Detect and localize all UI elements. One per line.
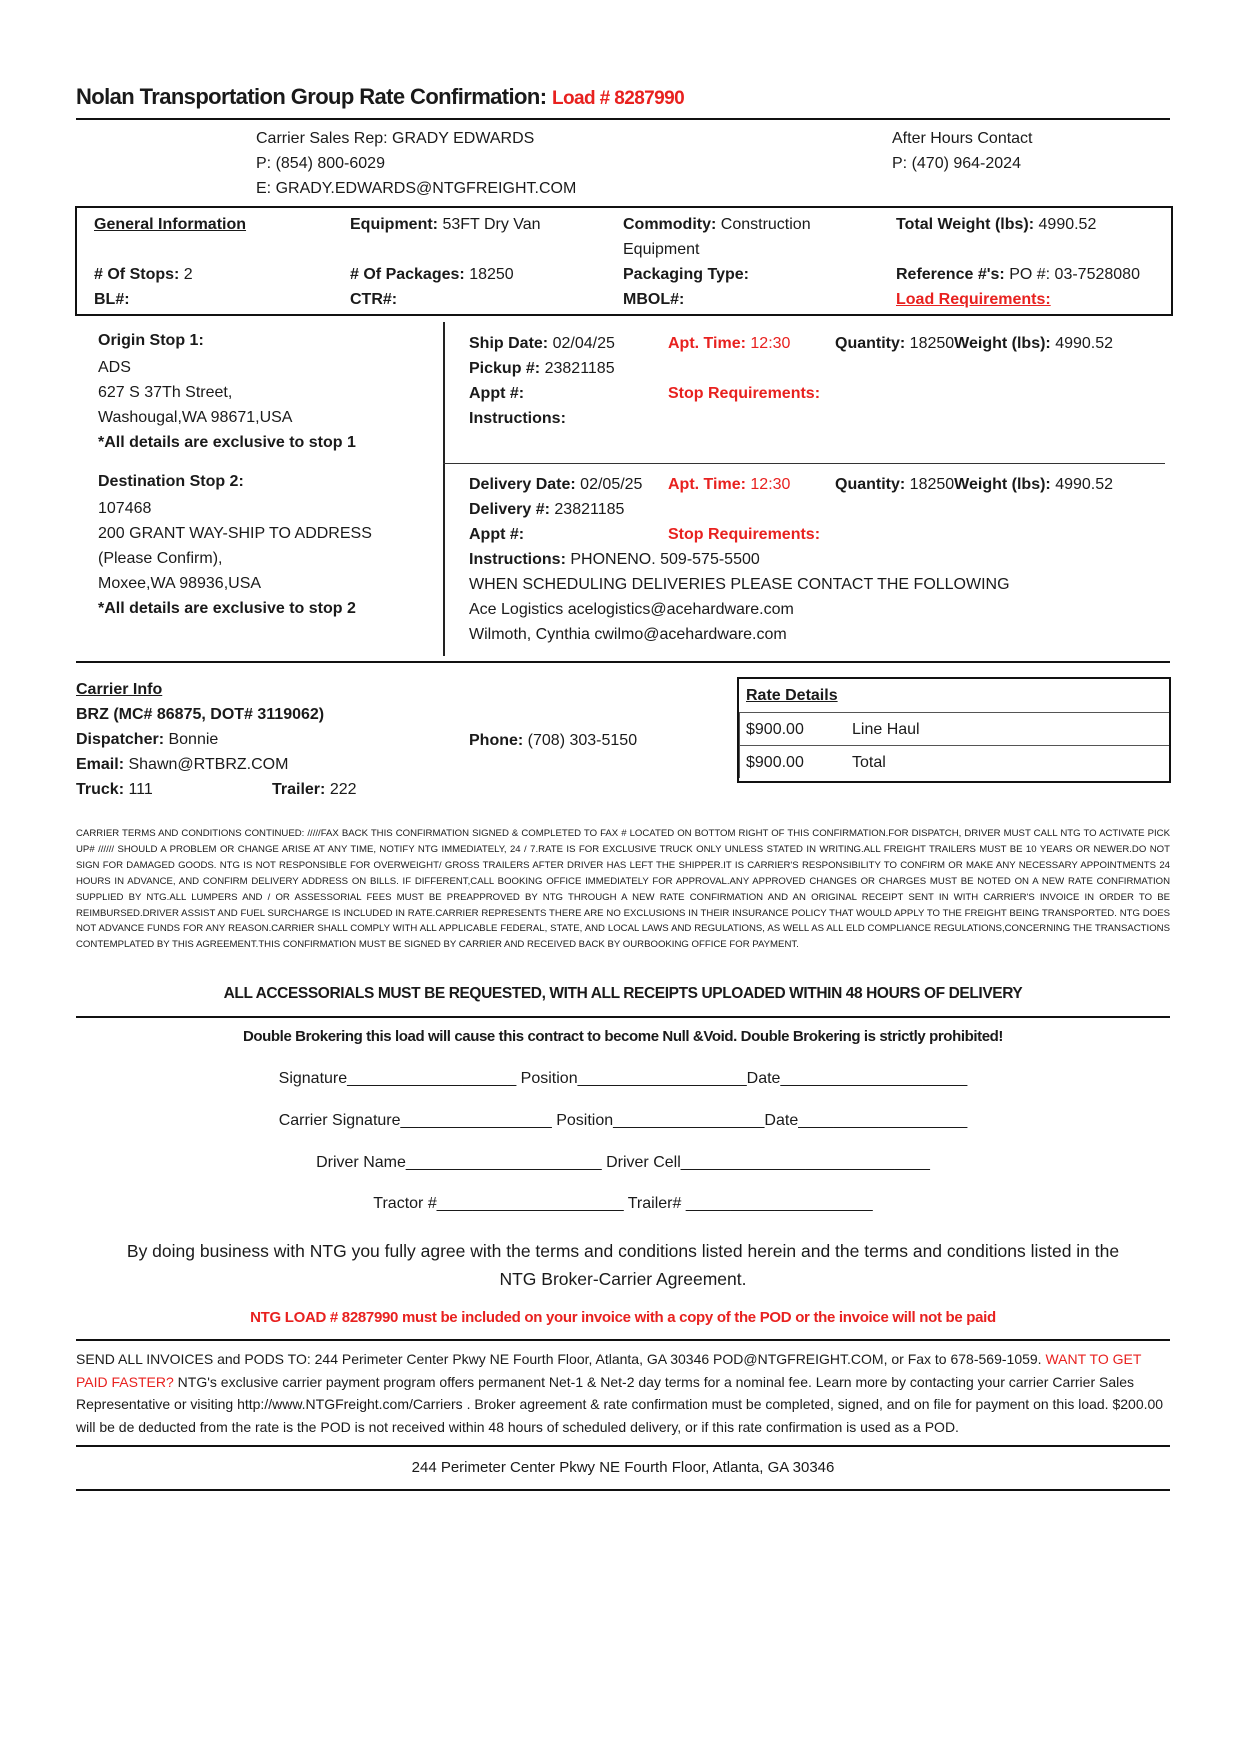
destination-instructions-4: Wilmoth, Cynthia cwilmo@acehardware.com — [469, 626, 787, 643]
destination-stop-requirements: Stop Requirements: — [668, 526, 821, 543]
agreement-line-1: By doing business with NTG you fully agree with the terms and conditions listed herein and the terms and conditions listed in the — [126, 1241, 1120, 1261]
agreement-line-2: NTG Broker-Carrier Agreement. — [499, 1269, 747, 1289]
carrier-phone: Phone: (708) 303-5150 — [469, 732, 638, 749]
commodity-cont: Equipment — [623, 241, 700, 258]
origin-heading: Origin Stop 1: — [98, 332, 204, 349]
destination-address-3: Moxee,WA 98936,USA — [98, 575, 262, 592]
destination-name: 107468 — [98, 500, 152, 517]
destination-instructions: Instructions: PHONENO. 509-575-5500 — [469, 551, 760, 568]
invoice-notice: NTG LOAD # 8287990 must be included on your invoice with a copy of the POD or the invoice will not be paid — [250, 1309, 996, 1326]
truck: Truck: 111 — [76, 781, 153, 798]
rate-row-divider — [739, 712, 1169, 713]
origin-apt-time: Apt. Time: 12:30 — [668, 335, 791, 352]
after-hours-label: After Hours Contact — [892, 130, 1033, 147]
destination-address-2: (Please Confirm), — [98, 550, 223, 567]
total-weight: Total Weight (lbs): 4990.52 — [896, 216, 1097, 233]
general-info-heading: General Information — [94, 216, 247, 233]
delivery-date: Delivery Date: 02/05/25 — [469, 476, 643, 493]
destination-instructions-2: WHEN SCHEDULING DELIVERIES PLEASE CONTACT THE FOLLOWING — [469, 576, 1010, 593]
rate-col-divider — [739, 712, 740, 778]
pickup-number: Pickup #: 23821185 — [469, 360, 615, 377]
origin-address-2: Washougal,WA 98671,USA — [98, 409, 293, 426]
destination-appt: Appt #: — [469, 526, 525, 543]
rate-description: Line Haul — [852, 721, 920, 738]
divider — [76, 1016, 1170, 1018]
divider — [76, 118, 1170, 120]
origin-quantity: Quantity: 18250Weight (lbs): 4990.52 — [835, 335, 1114, 352]
agreement-text — [76, 1237, 1170, 1293]
dispatcher: Dispatcher: Bonnie — [76, 731, 219, 748]
carrier-info-heading: Carrier Info — [76, 681, 163, 698]
packaging-type: Packaging Type: — [623, 266, 749, 283]
tractor-trailer-line[interactable]: Tractor #_____________________ Trailer# _____________________ — [373, 1195, 873, 1212]
title-text: Nolan Transportation Group Rate Confirmation: — [76, 84, 547, 109]
divider — [76, 1489, 1170, 1491]
double-brokering-notice: Double Brokering this load will cause this contract to become Null &Void. Double Brokering is strictly prohibited! — [242, 1028, 1004, 1045]
carrier-signature-line[interactable]: Carrier Signature_________________ Position_________________Date___________________ — [278, 1112, 968, 1129]
divider — [76, 661, 1170, 663]
sales-rep-name: Carrier Sales Rep: GRADY EDWARDS — [256, 130, 535, 147]
invoice-instructions: SEND ALL INVOICES and PODS TO: 244 Perimeter Center Pkwy NE Fourth Floor, Atlanta, GA 30346 POD@NTGFREIGHT.COM, or Fax to 678-569-1059. WANT TO GET PAID FASTER? NTG's exclusive carrier payment program offers permanent Net-1 & Net-2 day terms for a nominal fee. Learn more by contacting your carrier Carrier Sales Representative or visiting http://www.NTGFreight.com/Carriers . Broker agreement & rate confirmation must be completed, signed, and on file for payment on this load. $200.00 will be de deducted from the rate is the POD is not received within 48 hours of scheduled delivery, or if this rate confirmation is used as a POD. — [76, 1351, 1164, 1435]
divider — [76, 1339, 1170, 1341]
origin-name: ADS — [98, 359, 131, 376]
stops-divider — [443, 322, 445, 656]
driver-line[interactable]: Driver Name______________________ Driver Cell____________________________ — [316, 1154, 930, 1171]
page-title — [76, 84, 684, 110]
signature-line[interactable]: Signature___________________ Position___________________Date_____________________ — [278, 1070, 968, 1087]
ship-date: Ship Date: 02/04/25 — [469, 335, 615, 352]
trailer: Trailer: 222 — [272, 781, 357, 798]
bl-label: BL#: — [94, 291, 130, 308]
stops-count: # Of Stops: 2 — [94, 266, 193, 283]
rate-amount: $900.00 — [746, 721, 804, 738]
reference: Reference #'s: PO #: 03-7528080 — [896, 266, 1140, 283]
origin-stop-requirements: Stop Requirements: — [668, 385, 821, 402]
mbol-label: MBOL#: — [623, 291, 685, 308]
load-number: Load # 8287990 — [551, 88, 685, 109]
sales-rep-phone: P: (854) 800-6029 — [256, 155, 385, 172]
destination-apt-time: Apt. Time: 12:30 — [668, 476, 791, 493]
accessorials-notice: ALL ACCESSORIALS MUST BE REQUESTED, WITH ALL RECEIPTS UPLOADED WITHIN 48 HOURS OF DELIVERY — [223, 985, 1023, 1002]
destination-address-1: 200 GRANT WAY-SHIP TO ADDRESS — [98, 525, 372, 542]
stops-separator — [443, 463, 1165, 464]
origin-note: *All details are exclusive to stop 1 — [98, 434, 356, 451]
destination-instructions-3: Ace Logistics acelogistics@acehardware.com — [469, 601, 794, 618]
commodity: Commodity: Construction — [623, 216, 811, 233]
destination-heading: Destination Stop 2: — [98, 473, 244, 490]
load-requirements: Load Requirements: — [896, 291, 1051, 308]
rate-amount: $900.00 — [746, 754, 804, 771]
equipment: Equipment: 53FT Dry Van — [350, 216, 541, 233]
rate-row-divider — [739, 745, 1169, 746]
origin-address-1: 627 S 37Th Street, — [98, 384, 233, 401]
destination-quantity: Quantity: 18250Weight (lbs): 4990.52 — [835, 476, 1114, 493]
after-hours-phone: P: (470) 964-2024 — [892, 155, 1021, 172]
carrier-name: BRZ (MC# 86875, DOT# 3119062) — [76, 706, 325, 723]
ctr-label: CTR#: — [350, 291, 398, 308]
delivery-number: Delivery #: 23821185 — [469, 501, 625, 518]
rate-description: Total — [852, 754, 886, 771]
origin-instructions: Instructions: — [469, 410, 566, 427]
footer-address: 244 Perimeter Center Pkwy NE Fourth Floor, Atlanta, GA 30346 — [411, 1459, 835, 1476]
sales-rep-email: E: GRADY.EDWARDS@NTGFREIGHT.COM — [256, 180, 577, 197]
divider — [76, 1445, 1170, 1447]
packages-count: # Of Packages: 18250 — [350, 266, 514, 283]
terms-text: CARRIER TERMS AND CONDITIONS CONTINUED: /////FAX BACK THIS CONFIRMATION SIGNED & COMPLETED TO FAX # LOCATED ON BOTTOM RIGHT OF THIS CONFIRMATION.FOR DISPATCH, DRIVER MUST CALL NTG TO ACTIVATE PICK UP# ////// SHOULD A PROBLEM OR CHANGE ARISE AT ANY TIME, NOTIFY NTG IMMEDIATELY, 24 / 7.RATE IS FOR EXCLUSIVE TRUCK ONLY UNLESS STATED IN WRITING.ALL FREIGHT TRAILERS MUST BE 10 YEARS OR NEWER.DO NOT SIGN FOR DAMAGED GOODS. NTG IS NOT RESPONSIBLE FOR OVERWEIGHT/ GROSS TRAILERS AFTER DRIVER HAS LEFT THE SHIPPER.IT IS CARRIER'S RESPONSIBILITY TO CONFIRM OR MAKE ANY NECESSARY APPOINTMENTS 24 HOURS IN ADVANCE, AND CONFIRM DELIVERY ADDRESS ON BILLS. IF DIFFERENT,CALL BOOKING OFFICE IMMEDIATELY FOR APPROVAL.ANY APPROVED CHANGES OR CHARGES MUST BE NOTED ON A NEW RATE CONFIRMATION SUPPLIED BY NTG.ALL LUMPERS AND / OR ASSESSORIAL FEES MUST BE PREAPPROVED BY NTG THROUGH A NEW RATE CONFIRMATION AND AN ORIGINAL RECEIPT SENT IN WITH CARRIER'S INVOICE IN ORDER TO BE REIMBURSED.DRIVER ASSIST AND FUEL SURCHARGE IS INCLUDED IN RATE.CARRIER REPRESENTS THERE ARE NO EXCLUSIONS IN THEIR INSURANCE POLICY THAT WOULD APPLY TO THE FREIGHT BEING TRANSPORTED. NTG DOES NOT ADVANCE FUNDS FOR ANY REASON.CARRIER SHALL COMPLY WITH ALL APPLICABLE FEDERAL, STATE, AND LOCAL LAWS AND REGULATIONS, AS WELL AS ALL ELD COMPLIANCE REGULATIONS,CONCERNING THE TRANSACTIONS CONTEMPLATED BY THIS AGREEMENT.THIS CONFIRMATION MUST BE SIGNED BY CARRIER AND RECEIVED BACK BY OURBOOKING OFFICE FOR PAYMENT. — [76, 828, 1170, 951]
origin-appt: Appt #: — [469, 385, 525, 402]
carrier-email: Email: Shawn@RTBRZ.COM — [76, 756, 289, 773]
rate-details-heading: Rate Details — [746, 687, 838, 704]
destination-note: *All details are exclusive to stop 2 — [98, 600, 356, 617]
